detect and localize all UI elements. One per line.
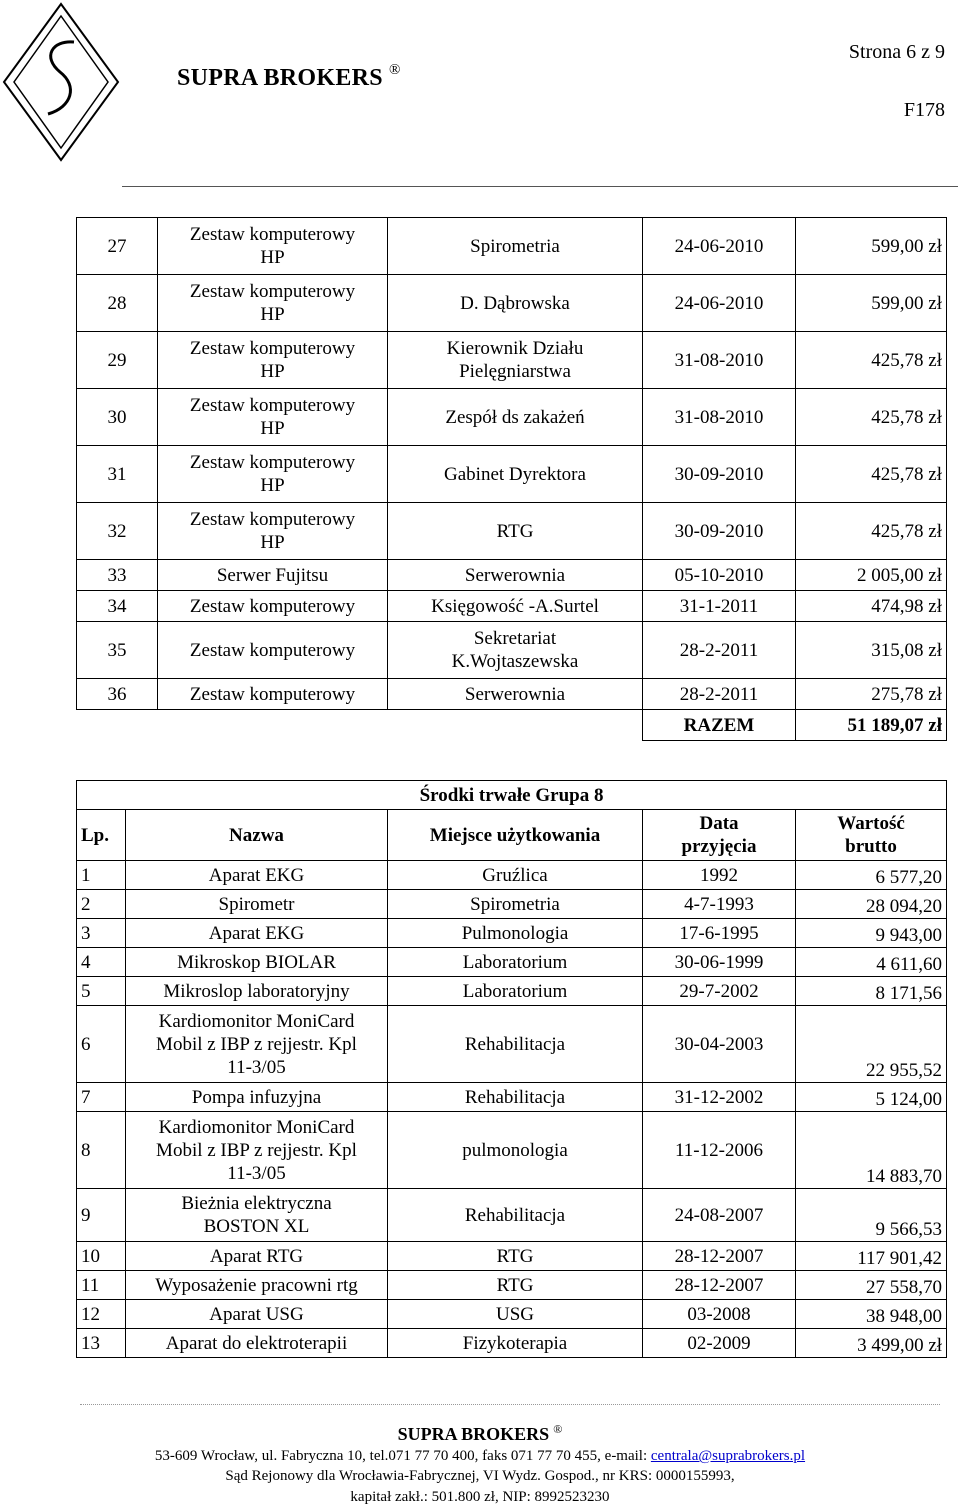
table-row bbox=[77, 1300, 947, 1329]
item-name: Pompa infuzyjna bbox=[126, 1083, 388, 1112]
item-date: 05-10-2010 bbox=[643, 560, 796, 591]
item-location: Laboratorium bbox=[388, 977, 643, 1006]
item-location: Gabinet Dyrektora bbox=[388, 446, 643, 503]
item-value: 425,78 zł bbox=[796, 446, 947, 503]
row-number: 3 bbox=[77, 919, 126, 948]
empty-cell bbox=[388, 710, 643, 741]
row-number: 10 bbox=[77, 1242, 126, 1271]
item-date: 03-2008 bbox=[643, 1300, 796, 1329]
item-name: Aparat EKG bbox=[126, 919, 388, 948]
item-value: 8 171,56 bbox=[796, 977, 947, 1006]
item-date: 31-12-2002 bbox=[643, 1083, 796, 1112]
email-link[interactable]: centrala@suprabrokers.pl bbox=[650, 1448, 806, 1464]
table-row bbox=[77, 389, 947, 446]
item-name: Zestaw komputerowy HP bbox=[158, 446, 388, 503]
item-location: Pulmonologia bbox=[388, 919, 643, 948]
item-value: 425,78 zł bbox=[796, 389, 947, 446]
item-location: Kierownik Działu Pielęgniarstwa bbox=[388, 332, 643, 389]
row-number: 33 bbox=[77, 560, 158, 591]
item-date: 4-7-1993 bbox=[643, 890, 796, 919]
item-location: Rehabilitacja bbox=[388, 1189, 643, 1242]
form-code: F178 bbox=[903, 99, 945, 121]
item-name: Aparat EKG bbox=[126, 861, 388, 890]
item-date: 24-08-2007 bbox=[643, 1189, 796, 1242]
row-number: 2 bbox=[77, 890, 126, 919]
item-location: Spirometria bbox=[388, 218, 643, 275]
item-date: 28-2-2011 bbox=[643, 679, 796, 710]
item-date: 1992 bbox=[643, 861, 796, 890]
table-row bbox=[77, 275, 947, 332]
item-location: Księgowość -A.Surtel bbox=[388, 591, 643, 622]
item-name: Mikroskop BIOLAR bbox=[126, 948, 388, 977]
footer-divider bbox=[80, 1404, 940, 1405]
item-date: 29-7-2002 bbox=[643, 977, 796, 1006]
footer-capital-info: kapitał zakł.: 501.800 zł, NIP: 8992523230 bbox=[350, 1489, 610, 1505]
table-row bbox=[77, 1242, 947, 1271]
item-value: 38 948,00 bbox=[796, 1300, 947, 1329]
total-row bbox=[77, 710, 947, 741]
item-value: 4 611,60 bbox=[796, 948, 947, 977]
item-name: Aparat do elektroterapii bbox=[126, 1329, 388, 1358]
item-location: Laboratorium bbox=[388, 948, 643, 977]
table-row bbox=[77, 1271, 947, 1300]
header-value: Wartość brutto bbox=[796, 810, 947, 861]
item-location: RTG bbox=[388, 1242, 643, 1271]
item-date: 17-6-1995 bbox=[643, 919, 796, 948]
item-date: 31-1-2011 bbox=[643, 591, 796, 622]
total-label: RAZEM bbox=[643, 710, 796, 741]
header-divider bbox=[122, 186, 958, 187]
item-location: USG bbox=[388, 1300, 643, 1329]
item-value: 117 901,42 bbox=[796, 1242, 947, 1271]
item-name: Spirometr bbox=[126, 890, 388, 919]
table-row bbox=[77, 1329, 947, 1358]
item-location: Rehabilitacja bbox=[388, 1006, 643, 1083]
item-name: Zestaw komputerowy bbox=[158, 679, 388, 710]
item-date: 02-2009 bbox=[643, 1329, 796, 1358]
table-row bbox=[77, 218, 947, 275]
row-number: 6 bbox=[77, 1006, 126, 1083]
table-row bbox=[77, 1083, 947, 1112]
empty-cell bbox=[158, 710, 388, 741]
row-number: 4 bbox=[77, 948, 126, 977]
table-row bbox=[77, 1112, 947, 1189]
item-value: 315,08 zł bbox=[796, 622, 947, 679]
item-value: 2 005,00 zł bbox=[796, 560, 947, 591]
row-number: 27 bbox=[77, 218, 158, 275]
row-number: 1 bbox=[77, 861, 126, 890]
row-number: 7 bbox=[77, 1083, 126, 1112]
item-name: Kardiomonitor MoniCard Mobil z IBP z rejjestr. Kpl 11-3/05 bbox=[126, 1112, 388, 1189]
row-number: 28 bbox=[77, 275, 158, 332]
item-value: 474,98 zł bbox=[796, 591, 947, 622]
row-number: 5 bbox=[77, 977, 126, 1006]
row-number: 13 bbox=[77, 1329, 126, 1358]
assets-table-continued bbox=[76, 217, 947, 741]
assets-table-group-8 bbox=[76, 780, 947, 1358]
item-value: 9 566,53 bbox=[796, 1189, 947, 1242]
row-number: 31 bbox=[77, 446, 158, 503]
row-number: 36 bbox=[77, 679, 158, 710]
footer-court-info: Sąd Rejonowy dla Wrocławia-Fabrycznej, VI Wydz. Gospod., nr KRS: 0000155993, bbox=[225, 1468, 735, 1484]
item-location: Serwerownia bbox=[388, 560, 643, 591]
header-date: Data przyjęcia bbox=[643, 810, 796, 861]
item-value: 22 955,52 bbox=[796, 1006, 947, 1083]
item-value: 14 883,70 bbox=[796, 1112, 947, 1189]
item-date: 30-06-1999 bbox=[643, 948, 796, 977]
table-row bbox=[77, 622, 947, 679]
item-date: 31-08-2010 bbox=[643, 332, 796, 389]
row-number: 8 bbox=[77, 1112, 126, 1189]
row-number: 34 bbox=[77, 591, 158, 622]
row-number: 12 bbox=[77, 1300, 126, 1329]
row-number: 32 bbox=[77, 503, 158, 560]
item-name: Kardiomonitor MoniCard Mobil z IBP z rejjestr. Kpl 11-3/05 bbox=[126, 1006, 388, 1083]
item-date: 28-2-2011 bbox=[643, 622, 796, 679]
header-name: Nazwa bbox=[126, 810, 388, 861]
table-row bbox=[77, 977, 947, 1006]
table-row bbox=[77, 919, 947, 948]
item-value: 599,00 zł bbox=[796, 218, 947, 275]
item-value: 599,00 zł bbox=[796, 275, 947, 332]
item-name: Wyposażenie pracowni rtg bbox=[126, 1271, 388, 1300]
item-date: 30-09-2010 bbox=[643, 446, 796, 503]
item-name: Aparat USG bbox=[126, 1300, 388, 1329]
table-row bbox=[77, 1006, 947, 1083]
item-value: 6 577,20 bbox=[796, 861, 947, 890]
table-row bbox=[77, 332, 947, 389]
item-name: Serwer Fujitsu bbox=[158, 560, 388, 591]
table-row bbox=[77, 591, 947, 622]
item-date: 30-09-2010 bbox=[643, 503, 796, 560]
item-date: 30-04-2003 bbox=[643, 1006, 796, 1083]
header-place: Miejsce użytkowania bbox=[388, 810, 643, 861]
row-number: 30 bbox=[77, 389, 158, 446]
item-location: pulmonologia bbox=[388, 1112, 643, 1189]
row-number: 11 bbox=[77, 1271, 126, 1300]
item-location: Gruźlica bbox=[388, 861, 643, 890]
item-name: Zestaw komputerowy HP bbox=[158, 275, 388, 332]
item-date: 24-06-2010 bbox=[643, 275, 796, 332]
item-name: Zestaw komputerowy HP bbox=[158, 389, 388, 446]
section-title: Środki trwałe Grupa 8 bbox=[77, 781, 947, 810]
footer-brand: SUPRA BROKERS ® bbox=[397, 1422, 563, 1444]
table-row bbox=[77, 948, 947, 977]
brand-name: SUPRA BROKERS ® bbox=[177, 62, 401, 91]
table-row bbox=[77, 1189, 947, 1242]
item-location: Zespół ds zakażeń bbox=[388, 389, 643, 446]
header-lp: Lp. bbox=[77, 810, 126, 861]
item-location: RTG bbox=[388, 1271, 643, 1300]
empty-cell bbox=[77, 710, 158, 741]
item-location: Spirometria bbox=[388, 890, 643, 919]
item-name: Zestaw komputerowy bbox=[158, 622, 388, 679]
table-row bbox=[77, 679, 947, 710]
item-date: 11-12-2006 bbox=[643, 1112, 796, 1189]
item-date: 31-08-2010 bbox=[643, 389, 796, 446]
item-value: 27 558,70 bbox=[796, 1271, 947, 1300]
table-row bbox=[77, 890, 947, 919]
item-location: Sekretariat K.Wojtaszewska bbox=[388, 622, 643, 679]
item-value: 275,78 zł bbox=[796, 679, 947, 710]
page-number: Strona 6 z 9 bbox=[848, 41, 945, 63]
item-name: Bieżnia elektryczna BOSTON XL bbox=[126, 1189, 388, 1242]
table-row bbox=[77, 503, 947, 560]
company-logo bbox=[2, 2, 120, 162]
item-name: Zestaw komputerowy bbox=[158, 591, 388, 622]
item-value: 425,78 zł bbox=[796, 503, 947, 560]
table-row bbox=[77, 861, 947, 890]
item-location: Rehabilitacja bbox=[388, 1083, 643, 1112]
item-date: 24-06-2010 bbox=[643, 218, 796, 275]
item-value: 425,78 zł bbox=[796, 332, 947, 389]
row-number: 35 bbox=[77, 622, 158, 679]
item-name: Mikroslop laboratoryjny bbox=[126, 977, 388, 1006]
item-name: Aparat RTG bbox=[126, 1242, 388, 1271]
item-value: 5 124,00 bbox=[796, 1083, 947, 1112]
item-name: Zestaw komputerowy HP bbox=[158, 332, 388, 389]
table-row bbox=[77, 446, 947, 503]
item-location: RTG bbox=[388, 503, 643, 560]
row-number: 29 bbox=[77, 332, 158, 389]
item-value: 3 499,00 zł bbox=[796, 1329, 947, 1358]
total-value: 51 189,07 zł bbox=[796, 710, 947, 741]
item-date: 28-12-2007 bbox=[643, 1242, 796, 1271]
item-location: Serwerownia bbox=[388, 679, 643, 710]
item-name: Zestaw komputerowy HP bbox=[158, 218, 388, 275]
table-row bbox=[77, 560, 947, 591]
item-name: Zestaw komputerowy HP bbox=[158, 503, 388, 560]
item-value: 9 943,00 bbox=[796, 919, 947, 948]
item-date: 28-12-2007 bbox=[643, 1271, 796, 1300]
item-location: D. Dąbrowska bbox=[388, 275, 643, 332]
item-value: 28 094,20 bbox=[796, 890, 947, 919]
item-location: Fizykoterapia bbox=[388, 1329, 643, 1358]
footer-address: 53-609 Wrocław, ul. Fabryczna 10, tel.071 77 70 400, faks 071 77 70 455, e-mail: centrala@suprabrokers.pl bbox=[154, 1448, 806, 1464]
row-number: 9 bbox=[77, 1189, 126, 1242]
